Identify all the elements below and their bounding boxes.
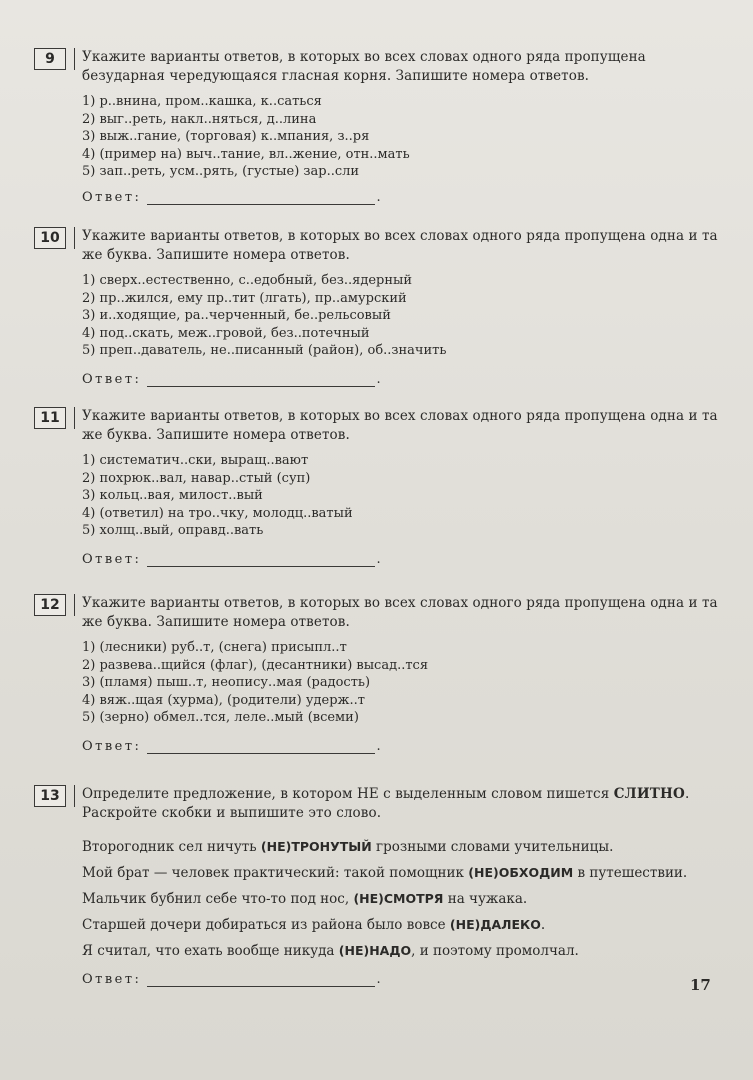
answer-field[interactable] bbox=[147, 374, 375, 387]
answer-label: Ответ: bbox=[82, 189, 142, 205]
question-number: 12 bbox=[34, 594, 66, 616]
answer-dot: . bbox=[376, 738, 381, 754]
sentences-list bbox=[82, 834, 724, 964]
answer-row bbox=[82, 372, 724, 387]
question-number: 9 bbox=[34, 48, 66, 70]
sentence-text: Мальчик бубнил себе что-то под нос, bbox=[82, 891, 354, 907]
sentence-text: на чужака. bbox=[443, 891, 528, 907]
question-11 bbox=[34, 407, 724, 567]
answer-field[interactable] bbox=[147, 554, 375, 567]
option-4[interactable]: 4) вяж..щая (хурма), (родители) удерж..т bbox=[82, 692, 365, 708]
question-number: 11 bbox=[34, 407, 66, 429]
option-2[interactable]: 2) пр..жился, ему пр..тит (лгать), пр..амурский bbox=[82, 290, 407, 306]
sentence-text: Мой брат — человек практический: такой помощник bbox=[82, 865, 469, 881]
sentence-text: , и поэтому промолчал. bbox=[411, 943, 579, 959]
prompt-bold-word: СЛИТНО bbox=[613, 786, 685, 802]
answer-field[interactable] bbox=[147, 974, 375, 987]
options-list bbox=[82, 639, 724, 727]
answer-row bbox=[82, 552, 724, 567]
option-4[interactable]: 4) (пример на) выч..тание, вл..жение, отн..мать bbox=[82, 146, 410, 162]
question-prompt: Укажите варианты ответов, в которых во всех словах одного ряда пропущена одна и та же буква. Запишите номера ответов. bbox=[82, 408, 718, 443]
option-1[interactable]: 1) (лесники) руб..т, (снега) присыпл..т bbox=[82, 640, 347, 655]
option-1[interactable]: 1) систематич..ски, выращ..вают bbox=[82, 453, 309, 468]
option-2[interactable]: 2) развева..щийся (флаг), (десантники) высад..тся bbox=[82, 657, 429, 673]
option-5[interactable]: 5) преп..даватель, не..писанный (район), об..значить bbox=[82, 343, 447, 359]
sentence-text: . bbox=[540, 917, 546, 933]
sentence-text: Второгодник сел ничуть bbox=[82, 839, 261, 855]
highlighted-word: (НЕ)НАДО bbox=[338, 943, 412, 958]
question-prompt: Укажите варианты ответов, в которых во всех словах одного ряда пропущена безударная чередующаяся гласная корня. Запишите номера ответов. bbox=[82, 49, 646, 84]
highlighted-word: (НЕ)СМОТРЯ bbox=[353, 891, 444, 906]
answer-dot: . bbox=[376, 972, 381, 987]
option-4[interactable]: 4) (ответил) на тро..чку, молодц..ватый bbox=[82, 505, 353, 521]
options-list bbox=[82, 452, 724, 540]
sentence-text: в путешествии. bbox=[573, 865, 688, 881]
option-2[interactable]: 2) похрюк..вал, навар..стый (суп) bbox=[82, 470, 311, 486]
answer-dot: . bbox=[376, 551, 381, 567]
option-3[interactable]: 3) (пламя) пыш..т, неопису..мая (радость) bbox=[82, 675, 371, 691]
answer-field[interactable] bbox=[147, 192, 375, 205]
highlighted-word: (НЕ)ДАЛЕКО bbox=[449, 917, 541, 932]
option-5[interactable]: 5) холщ..вый, оправд..вать bbox=[82, 523, 264, 539]
question-prompt: Укажите варианты ответов, в которых во всех словах одного ряда пропущена одна и та же буква. Запишите номера ответов. bbox=[82, 595, 718, 630]
question-10 bbox=[34, 227, 724, 387]
answer-label: Ответ: bbox=[82, 972, 142, 987]
sentence-5 bbox=[82, 938, 724, 964]
question-13 bbox=[34, 785, 724, 987]
sentence-3 bbox=[82, 886, 724, 912]
question-number: 10 bbox=[34, 227, 66, 249]
options-list bbox=[82, 272, 724, 360]
option-5[interactable]: 5) зап..реть, усм..рять, (густые) зар..сли bbox=[82, 164, 360, 180]
sentence-1 bbox=[82, 834, 724, 860]
sentence-text: Я считал, что ехать вообще никуда bbox=[82, 943, 339, 959]
answer-dot: . bbox=[376, 189, 381, 205]
question-12 bbox=[34, 594, 724, 754]
answer-row bbox=[82, 972, 724, 987]
option-3[interactable]: 3) и..ходящие, ра..черченный, бе..рельсовый bbox=[82, 308, 391, 324]
option-3[interactable]: 3) кольц..вая, милост..вый bbox=[82, 488, 263, 504]
sentence-text: грозными словами учительницы. bbox=[371, 839, 614, 855]
answer-label: Ответ: bbox=[82, 551, 142, 567]
highlighted-word: (НЕ)ОБХОДИМ bbox=[468, 865, 574, 880]
option-1[interactable]: 1) р..внина, пром..кашка, к..саться bbox=[82, 94, 322, 109]
option-1[interactable]: 1) сверх..естественно, с..едобный, без..ядерный bbox=[82, 273, 413, 288]
page-number: 17 bbox=[690, 976, 711, 994]
prompt-text-before: Определите предложение, в котором НЕ с выделенным словом пишется bbox=[82, 786, 614, 802]
answer-dot: . bbox=[376, 371, 381, 387]
question-number: 13 bbox=[34, 785, 66, 807]
answer-label: Ответ: bbox=[82, 371, 142, 387]
answer-row bbox=[82, 190, 724, 205]
answer-label: Ответ: bbox=[82, 738, 142, 754]
answer-row bbox=[82, 739, 724, 754]
question-9 bbox=[34, 48, 724, 205]
sentence-4 bbox=[82, 912, 724, 938]
highlighted-word: (НЕ)ТРОНУТЫЙ bbox=[260, 839, 372, 854]
sentence-text: Старшей дочери добираться из района было вовсе bbox=[82, 917, 450, 933]
prompt-text-after: . Раскройте скобки и выпишите это слово. bbox=[82, 786, 690, 821]
answer-field[interactable] bbox=[147, 741, 375, 754]
option-4[interactable]: 4) под..скать, меж..гровой, без..потечный bbox=[82, 325, 370, 341]
sentence-2 bbox=[82, 860, 724, 886]
question-prompt: Укажите варианты ответов, в которых во всех словах одного ряда пропущена одна и та же буква. Запишите номера ответов. bbox=[82, 228, 718, 263]
option-2[interactable]: 2) выг..реть, накл..няться, д..лина bbox=[82, 111, 317, 127]
question-prompt bbox=[82, 785, 724, 823]
options-list bbox=[82, 93, 724, 181]
option-3[interactable]: 3) выж..гание, (торговая) к..мпания, з..ря bbox=[82, 129, 370, 145]
option-5[interactable]: 5) (зерно) обмел..тся, леле..мый (всеми) bbox=[82, 710, 359, 726]
